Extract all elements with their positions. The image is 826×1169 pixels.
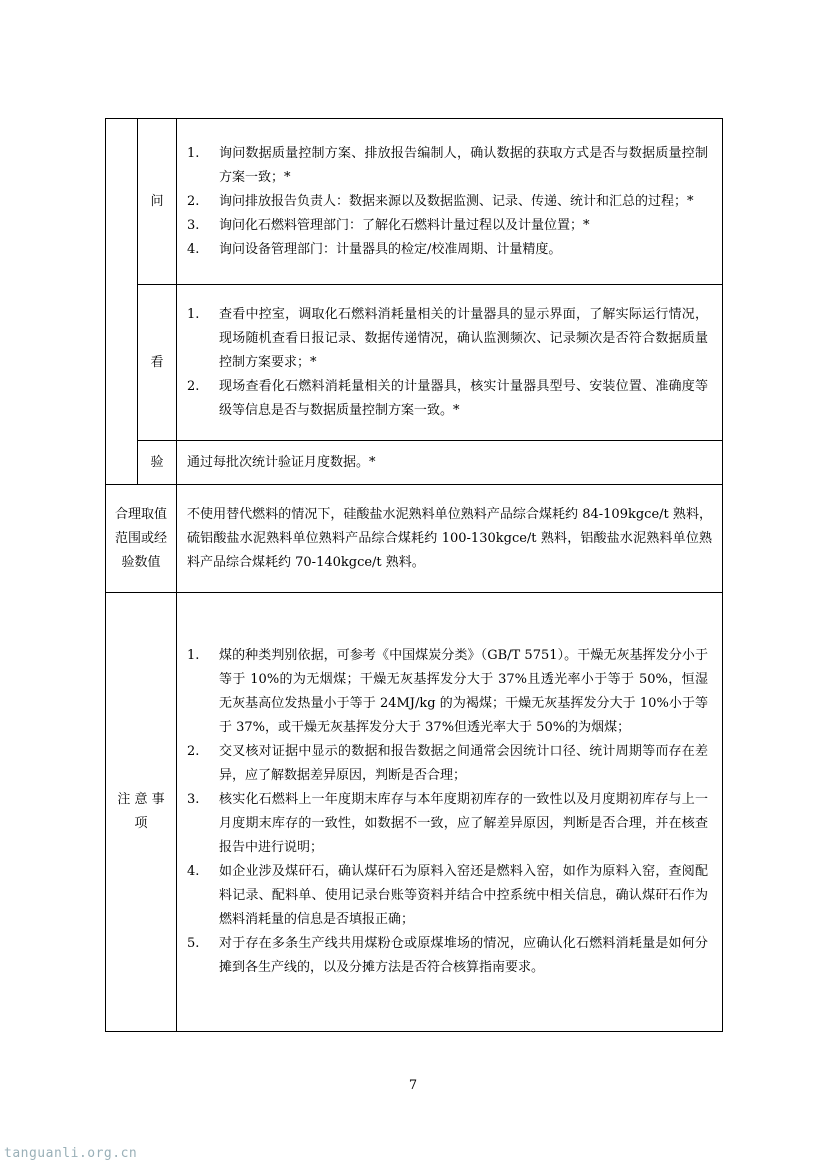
verify-label: 验	[138, 441, 177, 485]
look-content	[177, 285, 723, 441]
list-item: 3. 询问化石燃料管理部门：了解化石燃料计量过程以及计量位置；*	[187, 217, 590, 233]
method-group-cell	[106, 119, 138, 485]
list-item: 1. 查看中控室，调取化石燃料消耗量相关的计量器具的显示界面，了解实际运行情况，现场随机查看日报记录、数据传递情况，确认监测频次、记录频次是否符合数据质量控制方案要求；*	[187, 306, 708, 370]
range-row	[106, 485, 723, 593]
list-item: 5. 对于存在多条生产线共用煤粉仓或原煤堆场的情况，应确认化石燃料消耗量是如何分摊到各生产线的，以及分摊方法是否符合核算指南要求。	[187, 936, 708, 975]
ask-label: 问	[138, 119, 177, 285]
list-item: 1. 询问数据质量控制方案、排放报告编制人，确认数据的获取方式是否与数据质量控制方案一致；*	[187, 145, 708, 185]
ask-row	[106, 119, 723, 285]
range-label: 合理取值范围或经验数值	[106, 485, 177, 593]
list-item: 3. 核实化石燃料上一年度期末库存与本年度期初库存的一致性以及月度期初库存与上一月度期末库存的一致性，如数据不一致，应了解差异原因，判断是否合理，并在核查报告中进行说明；	[187, 792, 708, 855]
list-item: 2. 交叉核对证据中显示的数据和报告数据之间通常会因统计口径、统计周期等而存在差异，应了解数据差异原因，判断是否合理；	[187, 744, 708, 783]
ask-content	[177, 119, 723, 285]
look-row	[106, 285, 723, 441]
range-content: 不使用替代燃料的情况下，硅酸盐水泥熟料单位熟料产品综合煤耗约 84-109kgce/t 熟料，硫铝酸盐水泥熟料单位熟料产品综合煤耗约 100-130kgce/t 熟料，铝酸盐水泥熟料单位熟料产品综合煤耗约 70-140kgce/t 熟料。	[177, 485, 723, 593]
list-item: 4. 询问设备管理部门：计量器具的检定/校准周期、计量精度。	[187, 241, 562, 257]
notes-list	[177, 644, 722, 980]
notes-row	[106, 593, 723, 1032]
notes-content	[177, 593, 723, 1032]
verify-row	[106, 441, 723, 485]
list-item: 4. 如企业涉及煤矸石，确认煤矸石为原料入窑还是燃料入窑，如作为原料入窑，查阅配料记录、配料单、使用记录台账等资料并结合中控系统中相关信息，确认煤矸石作为燃料消耗量的信息是否填报正确；	[187, 864, 708, 927]
look-label: 看	[138, 285, 177, 441]
verify-content: 通过每批次统计验证月度数据。*	[177, 441, 723, 485]
list-item: 1. 煤的种类判别依据，可参考《中国煤炭分类》（GB/T 5751）。干燥无灰基挥发分小于等于 10%的为无烟煤；干燥无灰基挥发分大于 37%且透光率小于等于 50%，恒湿无灰基高位发热量小于等于 24MJ/kg 的为褐煤；干燥无灰基挥发分大于 10%小于等于 37%，或干燥无灰基挥发分大于 37%但透光率大于 50%的为烟煤；	[187, 648, 708, 735]
ask-list	[177, 142, 722, 262]
verification-table	[105, 118, 723, 1032]
look-list	[177, 303, 722, 423]
notes-label: 注 意 事项	[106, 593, 177, 1032]
page-number: 7	[408, 1078, 418, 1093]
list-item: 2. 现场查看化石燃料消耗量相关的计量器具，核实计量器具型号、安装位置、准确度等级等信息是否与数据质量控制方案一致。*	[187, 378, 708, 418]
list-item: 2. 询问排放报告负责人：数据来源以及数据监测、记录、传递、统计和汇总的过程；*	[187, 193, 694, 209]
watermark: tanguanli.org.cn	[4, 1146, 138, 1161]
